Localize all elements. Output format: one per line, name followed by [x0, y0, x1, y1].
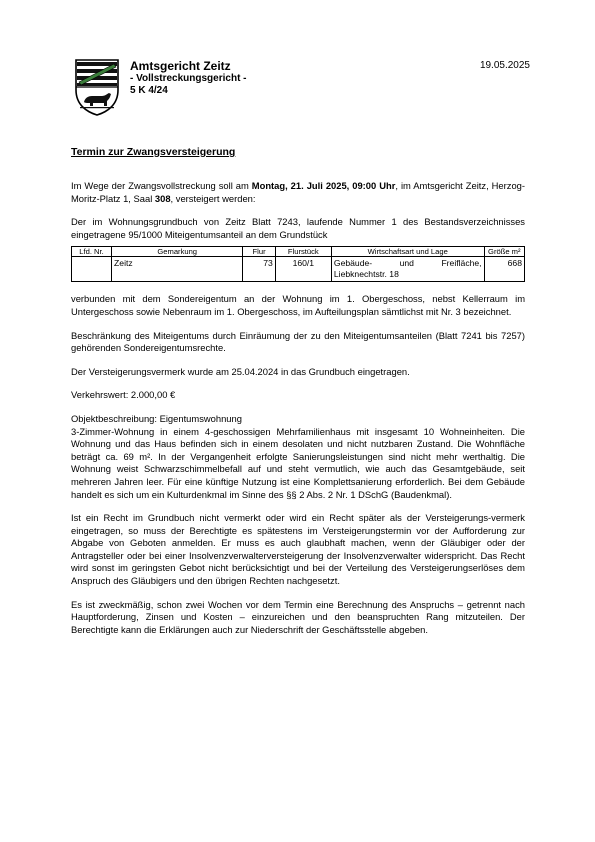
coat-of-arms-icon: [74, 58, 120, 116]
col-header-flurstueck: Flurstück: [275, 247, 331, 257]
cell-lfd: [72, 257, 112, 282]
sondereigentum-paragraph: verbunden mit dem Sondereigentum an der Wohnung im 1. Obergeschoss, nebst Kellerraum im Untergeschoss sowie Nebenraum im 1. Obergeschoss, im Aufteilungsplan sämtlichst mit Nr. 3 bezeichnet.: [71, 293, 525, 317]
col-header-groesse: Größe m²: [484, 247, 524, 257]
objekt-heading: Objektbeschreibung: Eigentumswohnung: [71, 412, 242, 424]
cell-gemarkung: Zeitz: [112, 257, 243, 282]
intro-paragraph: Im Wege der Zwangsvollstreckung soll am Montag, 21. Juli 2025, 09:00 Uhr, im Amtsgericht Zeitz, Herzog-Moritz-Platz 1, Saal 308, versteigert werden:: [71, 180, 525, 204]
auction-date: Montag, 21. Juli 2025, 09:00 Uhr: [251, 180, 396, 191]
table-row: [72, 257, 525, 282]
recht-paragraph: Ist ein Recht im Grundbuch nicht vermerkt oder wird ein Recht später als der Versteigerungs-vermerk eingetragen, so muss der Berechtigte es spätestens im Versteigerungstermin vor der Aufforderung zur Abgabe von Geboten anmelden. Er muss es auch glaubhaft machen, wenn der Gläubiger oder der Antragsteller oder bei einer Insolvenzverwalterversteigerung der Insolvenzverwalter widerspricht. Das Recht wird sonst im geringsten Gebot nicht berücksichtigt und bei der Verteilung des Versteigerungserlöses dem Anspruch des Gläubigers und den übrigen Rechten nachgesetzt.: [71, 512, 525, 587]
table-header-row: [72, 247, 525, 257]
court-header: [130, 59, 350, 97]
cell-flur: 73: [243, 257, 275, 282]
court-name: Amtsgericht Zeitz: [130, 59, 231, 73]
beschraenkung-paragraph: Beschränkung des Miteigentums durch Einräumung der zu den Miteigentumsanteilen (Blatt 7241 bis 7257) gehörenden Sondereigentumsrechte.: [71, 329, 525, 354]
verkehrswert-paragraph: Verkehrswert: 2.000,00 €: [71, 389, 176, 401]
cell-lage: Gebäude- und Freifläche, Liebknechtstr. 18: [331, 257, 484, 282]
objekt-paragraph: 3-Zimmer-Wohnung in einem 4-geschossigen Mehrfamilienhaus mit insgesamt 10 Wohneinheiten. Die Wohnung und das Haus befinden sich in einem desolaten und nicht nutzbaren Zustand. Die Wohnfläche beträgt ca. 69 m². In der Vergangenheit erfolgte Sanierungsleistungen sind nicht mehr werthaltig. Die Wohnung weist Schwarzschimmelbefall auf und steht vermutlich, wie auch das Gesamtgebäude, seit mehreren Jahren leer. Für eine künftige Nutzung ist eine Komplettsanierung erforderlich. Bei dem Gebäude handelt es sich um ein Kulturdenkmal im Sinne des §§ 2 Abs. 2 Nr. 1 DSchG (Baudenkmal).: [71, 425, 525, 500]
room-number: 308: [154, 192, 171, 204]
col-header-gemarkung: Gemarkung: [112, 247, 243, 257]
property-intro: Der im Wohnungsgrundbuch von Zeitz Blatt 7243, laufende Nummer 1 des Bestandsverzeichnisses eingetragene 95/1000 Miteigentumsanteil an dem Grundstück: [71, 216, 525, 240]
col-header-lage: Wirtschaftsart und Lage: [331, 247, 484, 257]
col-header-flur: Flur: [243, 247, 275, 257]
document-title: Termin zur Zwangsversteigerung: [71, 146, 236, 158]
cell-groesse: 668: [484, 257, 524, 282]
col-header-lfd: Lfd. Nr.: [72, 247, 112, 257]
court-subtitle: - Vollstreckungsgericht -: [130, 73, 247, 84]
document-date: 19.05.2025: [479, 60, 530, 71]
case-number: 5 K 4/24: [130, 85, 168, 96]
parcel-table: [71, 246, 525, 282]
document-body: [71, 180, 525, 647]
cell-flurstueck: 160/1: [275, 257, 331, 282]
zweckmaessig-paragraph: Es ist zweckmäßig, schon zwei Wochen vor dem Termin eine Berechnung des Anspruchs – getrennt nach Hauptforderung, Zinsen und Kosten – einzureichen und den beanspruchten Rang mitzuteilen. Der Berechtigte kann die Erklärungen auch zur Niederschrift der Geschäftsstelle abgeben.: [71, 598, 525, 635]
vermerk-paragraph: Der Versteigerungsvermerk wurde am 25.04.2024 in das Grundbuch eingetragen.: [71, 365, 410, 377]
